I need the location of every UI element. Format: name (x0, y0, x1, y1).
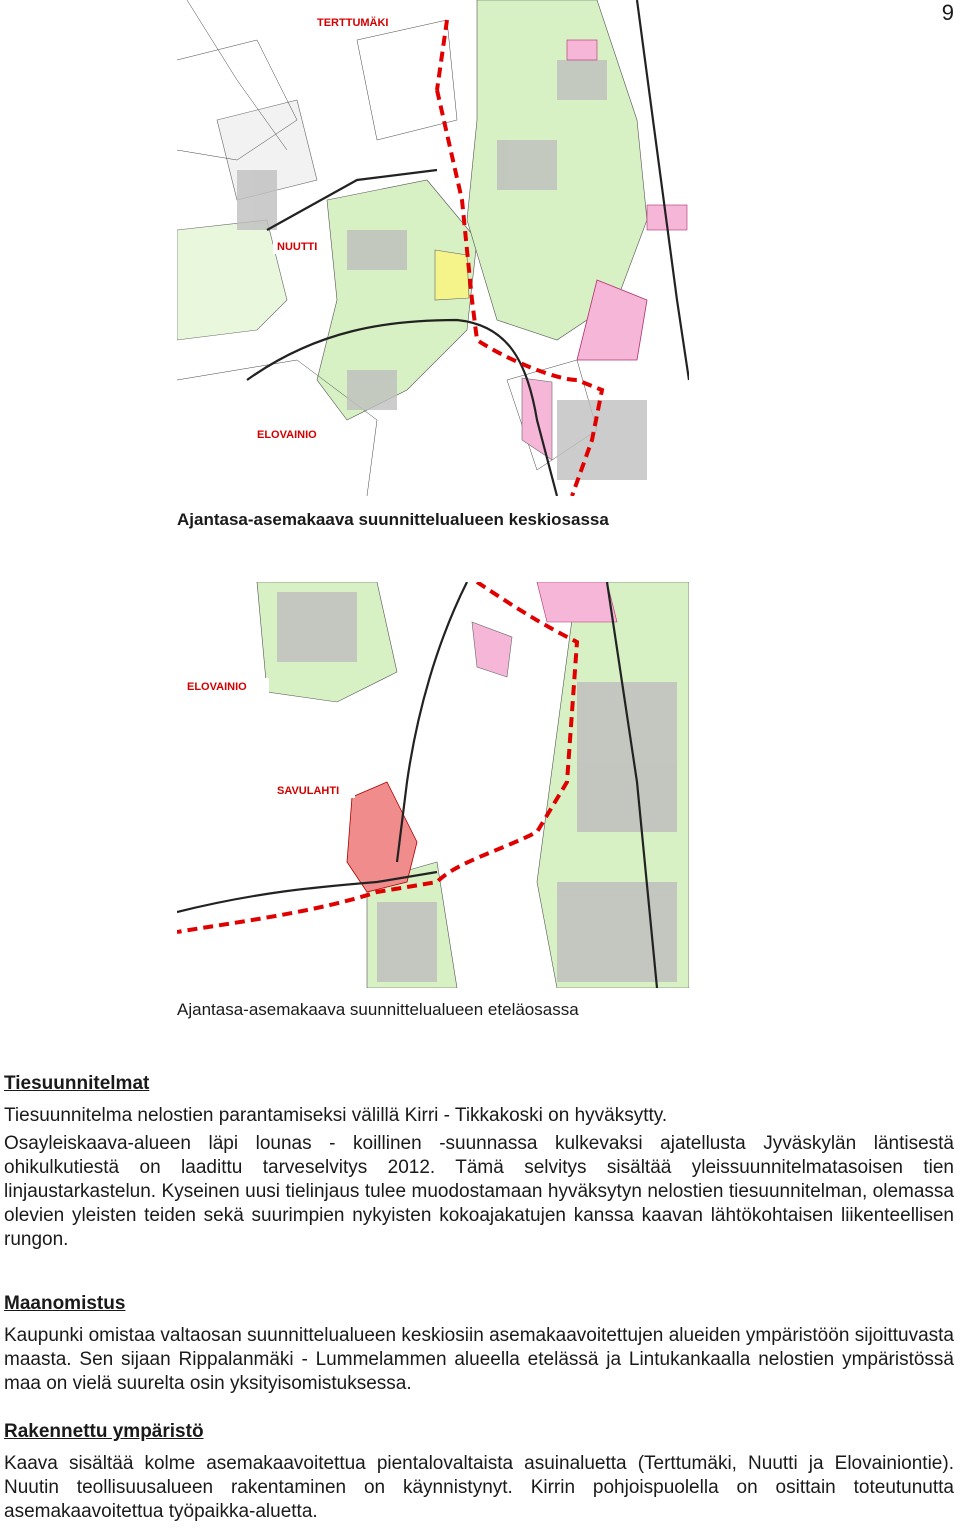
paragraph: Osayleiskaava-alueen läpi lounas - koillinen -suunnassa kulkevaksi ajatellusta Jyväskylän läntisestä ohikulkutiestä on laadittu tarveselvitys 2012. Tämä selvitys sisältää yleissuunnitelmatasoisen tien linjaustarkastelun. Kyseinen uusi tielinjaus tulee muodostamaan hyväksytyn nelostien tiesuunnitelman, olemassa olevien yleisten teiden sekä suurimpien nykyisten kokoajakatujen kanssa kaavan lähtökohtaisen liikenteellisen rungon. (4, 1133, 954, 1250)
map-label-elovainio: ELOVAINIO (257, 429, 317, 441)
section-tiesuunnitelmat (4, 1072, 954, 1256)
zoning-map-central (177, 0, 689, 496)
paragraph: Kaupunki omistaa valtaosan suunnittelualueen keskiosiin asemakaavoitettujen alueiden ympäristöön sijoittuvasta maasta. Sen sijaan Rippalanmäki - Lummelammen alueella etelässä ja Lintukankaalla nelostien ympäristössä maa on vielä suurelta osin yksityisomistuksessa. (4, 1325, 954, 1394)
paragraph: Kaava sisältää kolme asemakaavoitettua pientalovaltaista asuinaluetta (Terttumäki, Nuutti ja Elovainiontie). Nuutin teollisuusalueen rakentaminen on käynnistynyt. Kirrin pohjoispuolella on osittain toteutunutta asemakaavoitettua työpaikka-aluetta. (4, 1453, 954, 1522)
page-number: 9 (941, 0, 954, 25)
section-heading: Rakennettu ympäristö (4, 1421, 204, 1442)
map-label-elovainio-south: ELOVAINIO (187, 681, 247, 693)
map-label-savulahti: SAVULAHTI (277, 785, 340, 797)
paragraph: Tiesuunnitelma nelostien parantamiseksi välillä Kirri - Tikkakoski on hyväksytty. (4, 1105, 668, 1126)
section-heading: Maanomistus (4, 1293, 126, 1314)
map-caption-central: Ajantasa-asemakaava suunnittelualueen keskiosassa (177, 510, 609, 529)
map-caption-south: Ajantasa-asemakaava suunnittelualueen eteläosassa (177, 1000, 579, 1019)
map-label-nuutti: NUUTTI (277, 241, 318, 253)
section-maanomistus (4, 1292, 954, 1400)
section-heading: Tiesuunnitelmat (4, 1073, 150, 1094)
map-label-terttumaki: TERTTUMÄKI (317, 17, 389, 29)
section-rakennettu-ymparisto (4, 1420, 954, 1528)
zoning-map-south (177, 582, 689, 988)
